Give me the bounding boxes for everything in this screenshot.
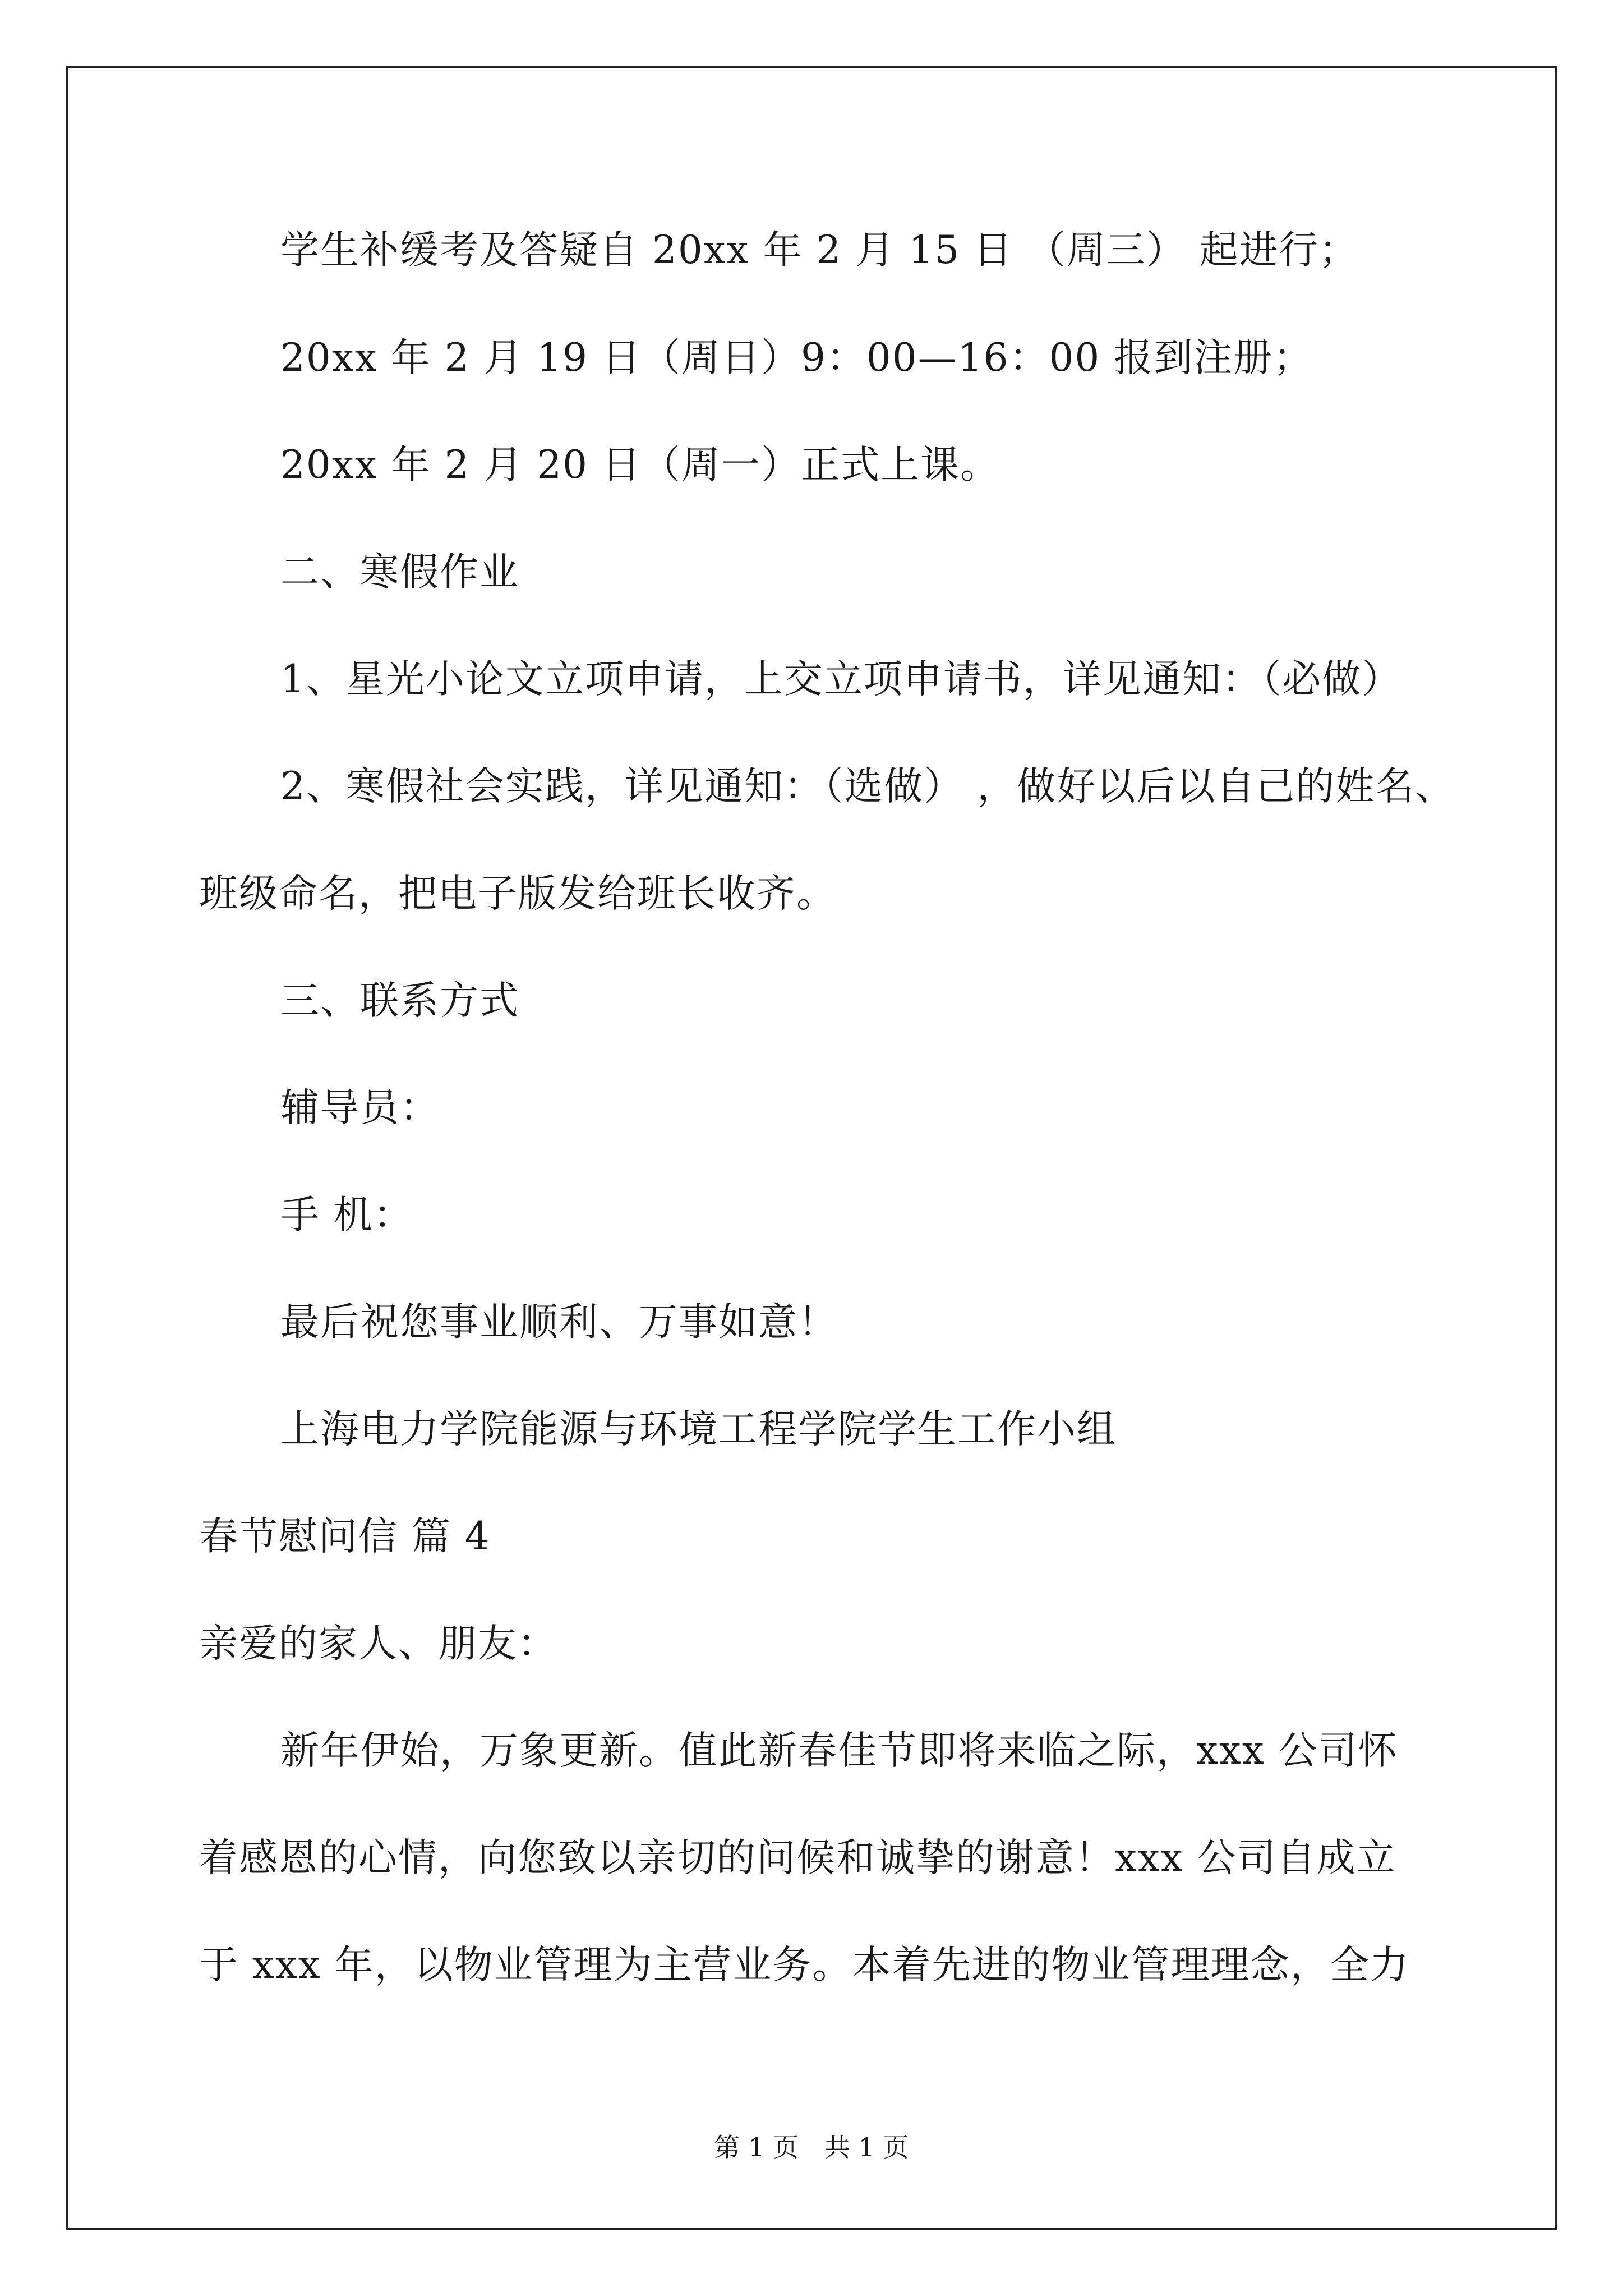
section-heading: 三、联系方式 <box>280 978 519 1023</box>
closing-line: 最后祝您事业顺利、万事如意！ <box>280 1300 838 1345</box>
paragraph-line: 20xx 年 2 月 20 日（周一）正式上课。 <box>280 443 1000 487</box>
page-number: 第 1 页 共 1 页 <box>714 2132 909 2162</box>
paragraph-line: 班级命名，把电子版发给班长收齐。 <box>199 871 836 916</box>
paragraph-line: 学生补缓考及答疑自 20xx 年 2 月 15 日 （周三） 起进行； <box>280 228 1359 273</box>
paragraph-line: 20xx 年 2 月 19 日（周日）9：00—16：00 报到注册； <box>280 335 1313 380</box>
page-border <box>66 66 1557 2230</box>
letter-title: 春节慰问信 篇 4 <box>199 1514 491 1559</box>
paragraph-line: 1、星光小论文立项申请，上交立项申请书，详见通知：（必做） <box>280 657 1402 702</box>
contact-label: 辅导员： <box>280 1085 440 1130</box>
paragraph-line: 着感恩的心情，向您致以亲切的问候和诚挚的谢意！xxx 公司自成立 <box>199 1835 1396 1880</box>
signature-line: 上海电力学院能源与环境工程学院学生工作小组 <box>280 1407 1117 1452</box>
contact-label: 手 机： <box>280 1193 413 1237</box>
paragraph-line: 新年伊始，万象更新。值此新春佳节即将来临之际，xxx 公司怀 <box>280 1728 1398 1773</box>
salutation: 亲爱的家人、朋友： <box>199 1621 557 1666</box>
paragraph-line: 2、寒假社会实践，详见通知：（选做） ，做好以后以自己的姓名、 <box>280 764 1455 809</box>
section-heading: 二、寒假作业 <box>280 550 519 595</box>
paragraph-line: 于 xxx 年，以物业管理为主营业务。本着先进的物业管理理念，全力 <box>199 1943 1410 1987</box>
